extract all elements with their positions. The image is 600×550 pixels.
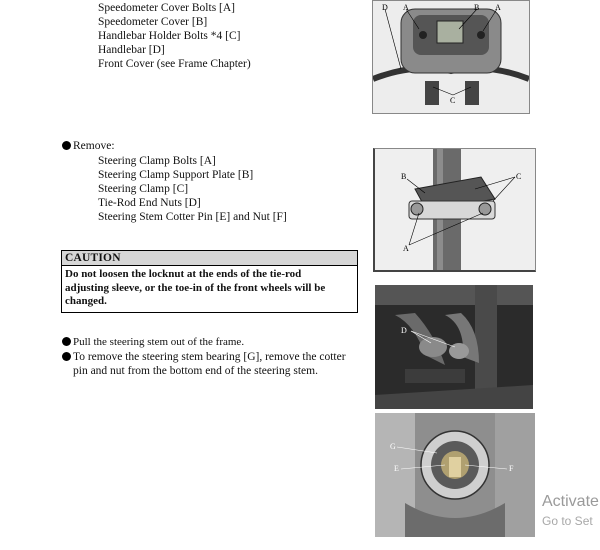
remove-heading — [62, 140, 115, 152]
list-item: Steering Clamp Support Plate [B] — [98, 169, 254, 181]
caution-body — [62, 266, 357, 312]
photo-label: B — [474, 3, 480, 12]
activation-watermark-title: Activate — [542, 493, 599, 510]
photo-label: A — [403, 3, 409, 12]
photo-steering-stem-drawing — [375, 413, 535, 537]
photo-label: A — [403, 244, 409, 253]
bullet-icon — [62, 337, 71, 346]
step-pull — [62, 335, 244, 349]
photo-label: C — [450, 96, 456, 105]
photo-label: E — [394, 464, 399, 473]
photo-steering-clamp-drawing — [375, 149, 535, 270]
list-item: Handlebar [D] — [98, 44, 165, 56]
bullet-icon — [62, 141, 71, 150]
caution-line: Do not loosen the locknut at the ends of the tie-rod — [65, 268, 302, 280]
step-pull-text: Pull the steering stem out of the frame. — [73, 336, 245, 348]
bullet-icon — [62, 352, 71, 361]
activation-watermark-subtitle: Go to Set — [542, 514, 593, 528]
remove-heading-text: Remove: — [73, 140, 115, 152]
remove-list — [98, 154, 287, 224]
photo-speedometer-drawing — [373, 1, 529, 113]
photo-label: G — [390, 442, 396, 451]
photo-speedometer — [372, 0, 530, 114]
photo-label: D — [401, 326, 407, 335]
step-line-text: To remove the steering stem bearing [G], remove the cotter — [73, 351, 346, 363]
photo-tie-rod — [375, 285, 533, 409]
photo-label: C — [516, 172, 522, 181]
step-remove-bearing — [62, 350, 362, 378]
list-item: Handlebar Holder Bolts *4 [C] — [98, 30, 241, 42]
photo-steering-stem — [375, 413, 535, 537]
list-item: Front Cover (see Frame Chapter) — [98, 58, 251, 70]
photo-label: B — [401, 172, 407, 181]
photo-label: D — [382, 3, 388, 12]
list-item: Tie-Rod End Nuts [D] — [98, 197, 201, 209]
list-item: Speedometer Cover [B] — [98, 16, 208, 28]
caution-line: adjusting sleeve, or the toe-in of the front wheels will be — [65, 281, 326, 294]
list-item: Steering Clamp [C] — [98, 183, 189, 195]
photo-steering-clamp — [373, 148, 536, 272]
photo-label: A — [495, 3, 501, 12]
list-item: Steering Clamp Bolts [A] — [98, 155, 216, 167]
step-line — [62, 350, 362, 364]
list-item: Speedometer Cover Bolts [A] — [98, 2, 236, 14]
step-line: pin and nut from the bottom end of the steering stem. — [73, 365, 318, 377]
caution-line: changed. — [65, 295, 107, 307]
top-step-list — [98, 1, 251, 71]
caution-title: CAUTION — [62, 251, 357, 266]
photo-label: F — [509, 464, 514, 473]
photo-tie-rod-drawing — [375, 285, 533, 409]
list-item: Steering Stem Cotter Pin [E] and Nut [F] — [98, 211, 287, 223]
caution-box — [61, 250, 358, 313]
